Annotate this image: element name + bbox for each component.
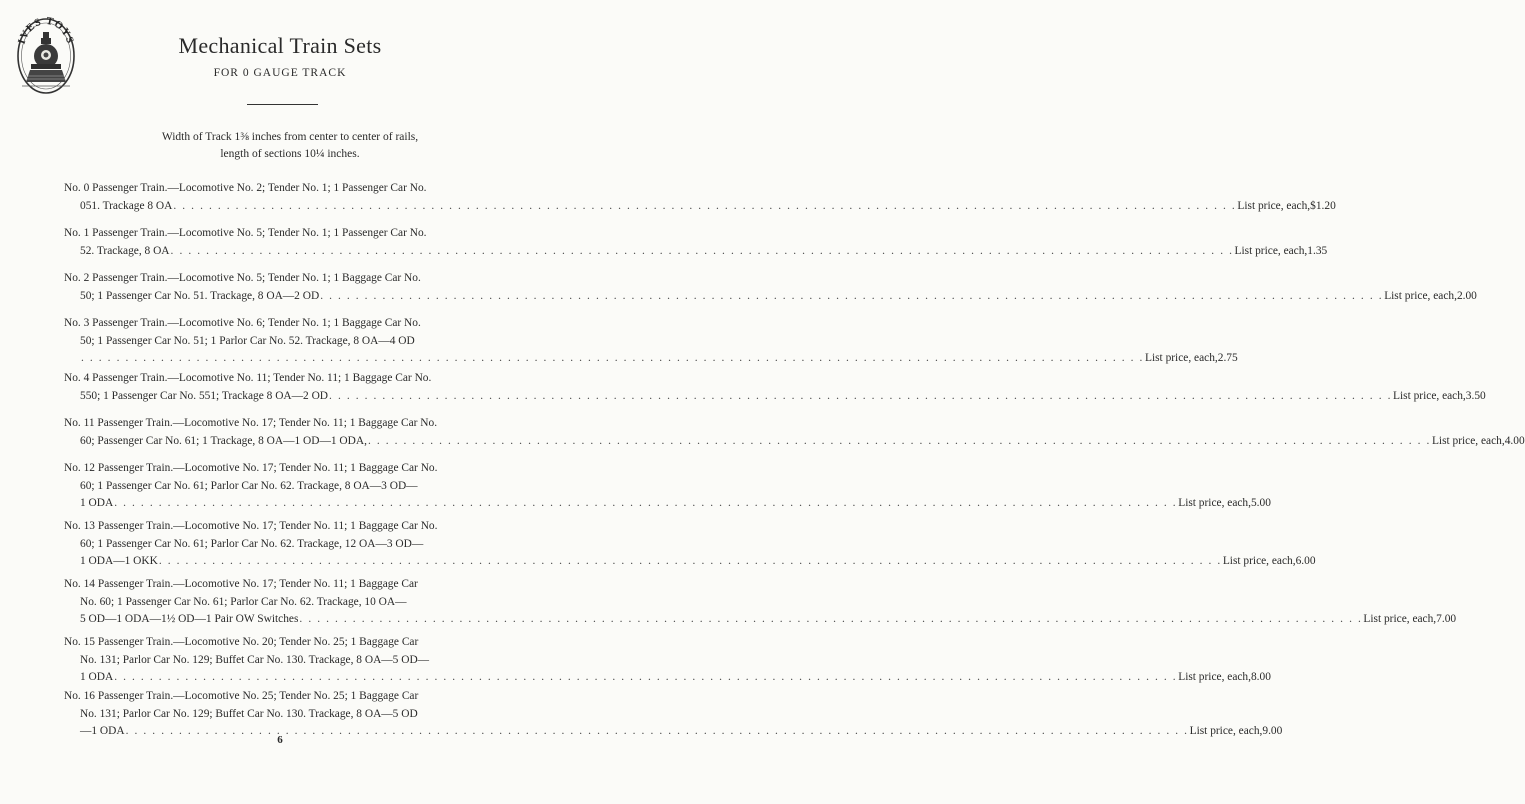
- entry-trackage: 550; 1 Passenger Car No. 551; Trackage 8 OA—2 OD: [80, 389, 329, 402]
- entry-price-line: [64, 553, 1316, 571]
- train-set-entry: [64, 225, 1328, 260]
- train-set-entry: [64, 180, 1336, 215]
- track-note-line-2: length of sections 10¼ inches.: [220, 148, 360, 160]
- entry-price-line: [64, 495, 1271, 513]
- entry-description: No. 4 Passenger Train.—Locomotive No. 11; Tender No. 11; 1 Baggage Car No.: [64, 372, 432, 384]
- entry-trackage: 52. Trackage, 8 OA: [80, 244, 170, 257]
- track-note: [0, 129, 550, 163]
- entry-description: No. 1 Passenger Train.—Locomotive No. 5; Tender No. 1; 1 Passenger Car No.: [64, 227, 427, 239]
- train-set-entry: [64, 460, 1271, 513]
- entry-price-line: [64, 350, 1238, 368]
- entry-description-cont: 50; 1 Passenger Car No. 51; 1 Parlor Car No. 52. Trackage, 8 OA—4 OD: [80, 334, 415, 347]
- list-price-label: List price, each,: [1393, 389, 1466, 402]
- entry-trackage: 5 OD—1 ODA—1½ OD—1 Pair OW Switches: [80, 613, 299, 625]
- entry-trackage: 60; Passenger Car No. 61; 1 Trackage, 8 OA—1 OD—1 ODA,: [80, 434, 367, 447]
- price-value: 2.75: [1217, 352, 1238, 364]
- dot-leader: . . . . . . . . . . . . . . . . . . . . . . . . . . . . . . . . . . . . . . . . . . . . . . . . . . . . . . . . . . . . . . . . . . . . . . . . . . . . . . . . . . . . . . . . . . . . . . . . . . . . . . . . . . . . . . . . . . . . . . . .: [81, 352, 1144, 364]
- train-set-entry: [64, 315, 1238, 368]
- entry-price-line: [64, 198, 1336, 216]
- dot-leader: . . . . . . . . . . . . . . . . . . . . . . . . . . . . . . . . . . . . . . . . . . . . . . . . . . . . . . . . . . . . . . . . . . . . . . . . . . . . . . . . . . . . . . . . . . . . . . . . . . . . . . . . . . . . . . . . . . . . . . . .: [170, 244, 1234, 257]
- entry-description-cont: 60; 1 Passenger Car No. 61; Parlor Car No. 62. Trackage, 12 OA—3 OD—: [80, 537, 424, 550]
- entry-trackage: —1 ODA: [80, 725, 125, 737]
- dot-leader: . . . . . . . . . . . . . . . . . . . . . . . . . . . . . . . . . . . . . . . . . . . . . . . . . . . . . . . . . . . . . . . . . . . . . . . . . . . . . . . . . . . . . . . . . . . . . . . . . . . . . . . . . . . . . . . . . . . . . . . .: [125, 725, 1189, 737]
- train-set-entry: [64, 370, 1486, 405]
- entry-trackage: 1 ODA: [80, 671, 114, 683]
- dot-leader: . . . . . . . . . . . . . . . . . . . . . . . . . . . . . . . . . . . . . . . . . . . . . . . . . . . . . . . . . . . . . . . . . . . . . . . . . . . . . . . . . . . . . . . . . . . . . . . . . . . . . . . . . . . . . . . . . . . . . . . .: [114, 497, 1178, 509]
- list-price-label: List price, each,: [1189, 725, 1263, 737]
- dot-leader: . . . . . . . . . . . . . . . . . . . . . . . . . . . . . . . . . . . . . . . . . . . . . . . . . . . . . . . . . . . . . . . . . . . . . . . . . . . . . . . . . . . . . . . . . . . . . . . . . . . . . . . . . . . . . . . . . . . . . . . .: [367, 434, 1431, 447]
- price-value: 6.00: [1295, 555, 1316, 567]
- price-value: 1.35: [1307, 244, 1328, 257]
- page-number: 6: [277, 734, 283, 746]
- train-set-entry: [64, 576, 1457, 629]
- entry-description: No. 0 Passenger Train.—Locomotive No. 2; Tender No. 1; 1 Passenger Car No.: [64, 182, 427, 194]
- entry-trackage: 1 ODA—1 OKK: [80, 555, 158, 567]
- page-title: Mechanical Train Sets: [178, 33, 382, 58]
- list-price-label: List price, each,: [1234, 244, 1308, 257]
- price-value: 9.00: [1262, 725, 1283, 737]
- train-set-entry: [64, 415, 1525, 450]
- train-set-entry: [64, 270, 1477, 305]
- list-price-label: List price, each,: [1178, 671, 1251, 683]
- entry-trackage: 1 ODA: [80, 497, 114, 509]
- dot-leader: . . . . . . . . . . . . . . . . . . . . . . . . . . . . . . . . . . . . . . . . . . . . . . . . . . . . . . . . . . . . . . . . . . . . . . . . . . . . . . . . . . . . . . . . . . . . . . . . . . . . . . . . . . . . . . . . . . . . . . . .: [158, 555, 1222, 567]
- entry-price-line: [64, 388, 1486, 406]
- dot-leader: . . . . . . . . . . . . . . . . . . . . . . . . . . . . . . . . . . . . . . . . . . . . . . . . . . . . . . . . . . . . . . . . . . . . . . . . . . . . . . . . . . . . . . . . . . . . . . . . . . . . . . . . . . . . . . . . . . . . . . . .: [114, 671, 1178, 683]
- dot-leader: . . . . . . . . . . . . . . . . . . . . . . . . . . . . . . . . . . . . . . . . . . . . . . . . . . . . . . . . . . . . . . . . . . . . . . . . . . . . . . . . . . . . . . . . . . . . . . . . . . . . . . . . . . . . . . . . . . . . . . . .: [329, 389, 1393, 402]
- list-price-label: List price, each,: [1431, 434, 1505, 447]
- entry-trackage: 50; 1 Passenger Car No. 51. Trackage, 8 OA—2 OD: [80, 289, 320, 302]
- entry-price-line: [64, 611, 1457, 629]
- entry-description: No. 13 Passenger Train.—Locomotive No. 17; Tender No. 11; 1 Baggage Car No.: [64, 520, 438, 532]
- entry-description: No. 3 Passenger Train.—Locomotive No. 6; Tender No. 1; 1 Baggage Car No.: [64, 317, 421, 329]
- svg-text:IVES TOYS: IVES TOYS: [16, 15, 76, 46]
- list-price-label: List price, each,: [1384, 289, 1457, 302]
- dot-leader: . . . . . . . . . . . . . . . . . . . . . . . . . . . . . . . . . . . . . . . . . . . . . . . . . . . . . . . . . . . . . . . . . . . . . . . . . . . . . . . . . . . . . . . . . . . . . . . . . . . . . . . . . . . . . . . . . . . . . . . .: [173, 199, 1237, 212]
- entry-price-line: [64, 669, 1271, 687]
- title-divider: [247, 104, 318, 105]
- list-price-label: List price, each,: [1178, 497, 1251, 509]
- entry-description: No. 2 Passenger Train.—Locomotive No. 5; Tender No. 1; 1 Baggage Car No.: [64, 272, 421, 284]
- entry-description-cont: No. 131; Parlor Car No. 129; Buffet Car No. 130. Trackage, 8 OA—5 OD: [80, 707, 418, 720]
- entry-description-cont: 60; 1 Passenger Car No. 61; Parlor Car No. 62. Trackage, 8 OA—3 OD—: [80, 479, 418, 492]
- entry-description: No. 12 Passenger Train.—Locomotive No. 17; Tender No. 11; 1 Baggage Car No.: [64, 462, 438, 474]
- entry-price-line: [64, 243, 1328, 261]
- dot-leader: . . . . . . . . . . . . . . . . . . . . . . . . . . . . . . . . . . . . . . . . . . . . . . . . . . . . . . . . . . . . . . . . . . . . . . . . . . . . . . . . . . . . . . . . . . . . . . . . . . . . . . . . . . . . . . . . . . . . . . . .: [320, 289, 1384, 302]
- entry-description-cont: No. 131; Parlor Car No. 129; Buffet Car No. 130. Trackage, 8 OA—5 OD—: [80, 653, 430, 666]
- list-price-label: List price, each,: [1145, 352, 1218, 364]
- price-value: 4.00: [1504, 434, 1525, 447]
- page-subtitle: FOR 0 GAUGE TRACK: [213, 67, 347, 79]
- entry-description: No. 11 Passenger Train.—Locomotive No. 17; Tender No. 11; 1 Baggage Car No.: [64, 417, 438, 429]
- price-value: 3.50: [1465, 389, 1486, 402]
- entry-price-line: [64, 433, 1525, 451]
- entry-description: No. 14 Passenger Train.—Locomotive No. 17; Tender No. 11; 1 Baggage Car: [64, 578, 418, 590]
- entry-description: No. 15 Passenger Train.—Locomotive No. 20; Tender No. 25; 1 Baggage Car: [64, 636, 419, 648]
- entry-description-cont: No. 60; 1 Passenger Car No. 61; Parlor Car No. 62. Trackage, 10 OA—: [80, 595, 407, 608]
- list-price-label: List price, each,: [1237, 199, 1311, 212]
- price-value: $1.20: [1310, 199, 1336, 212]
- price-value: 5.00: [1250, 497, 1271, 509]
- price-value: 8.00: [1250, 671, 1271, 683]
- price-value: 2.00: [1456, 289, 1477, 302]
- entry-trackage: 051. Trackage 8 OA: [80, 199, 173, 212]
- train-set-entry: [64, 518, 1316, 571]
- price-value: 7.00: [1436, 613, 1457, 625]
- entry-description: No. 16 Passenger Train.—Locomotive No. 25; Tender No. 25; 1 Baggage Car: [64, 690, 419, 702]
- track-note-line-1: Width of Track 1⅜ inches from center to center of rails,: [161, 131, 419, 143]
- train-set-entry: [64, 688, 1283, 741]
- train-set-entry: [64, 634, 1271, 687]
- dot-leader: . . . . . . . . . . . . . . . . . . . . . . . . . . . . . . . . . . . . . . . . . . . . . . . . . . . . . . . . . . . . . . . . . . . . . . . . . . . . . . . . . . . . . . . . . . . . . . . . . . . . . . . . . . . . . . . . . . . . . . . .: [299, 613, 1363, 625]
- entry-price-line: [64, 288, 1477, 306]
- list-price-label: List price, each,: [1222, 555, 1296, 567]
- list-price-label: List price, each,: [1363, 613, 1437, 625]
